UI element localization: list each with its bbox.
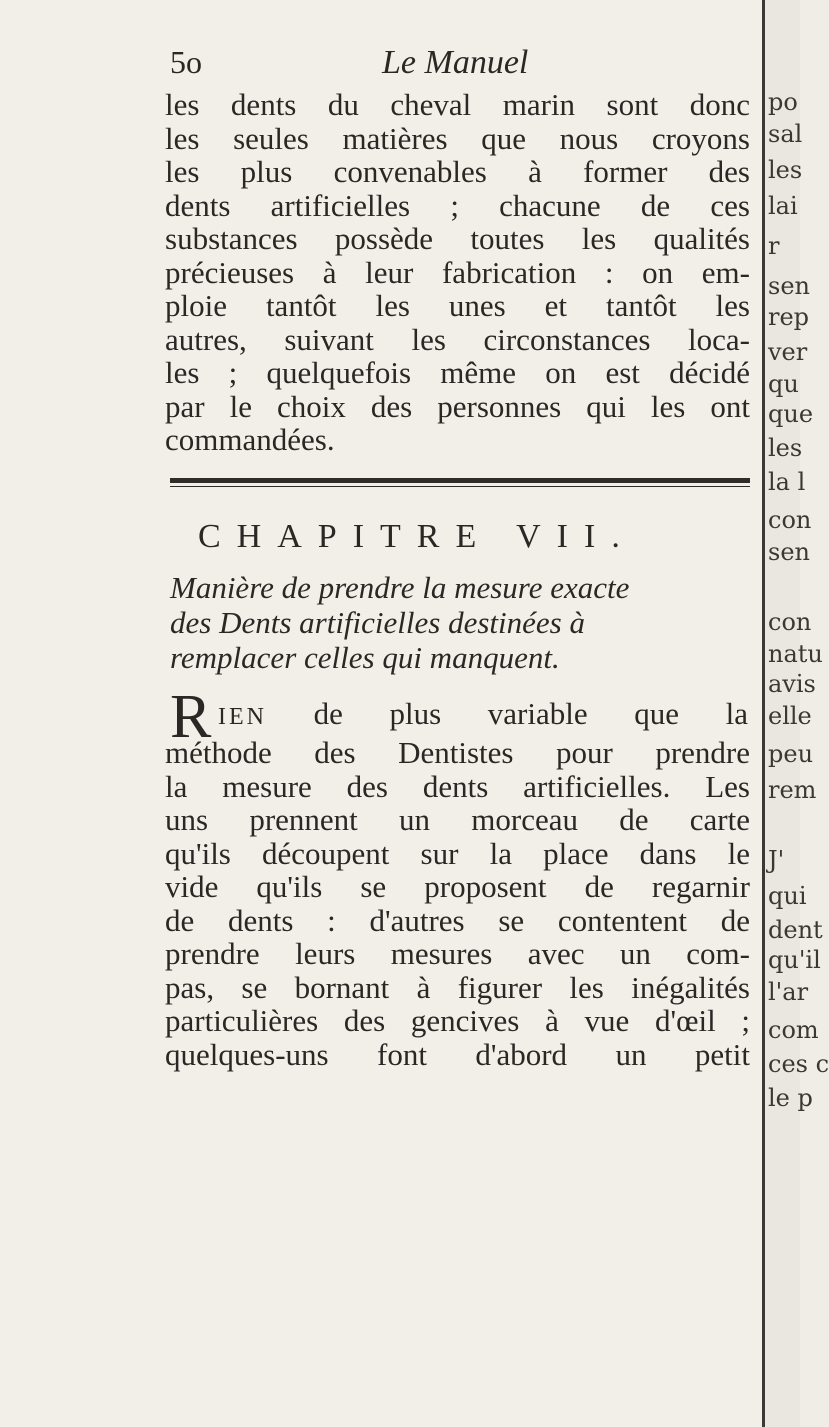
text-line: qu'ils découpent sur la place dans le	[165, 835, 750, 871]
facing-fragment: qu	[768, 370, 799, 398]
facing-fragment: r	[768, 232, 780, 260]
facing-fragment: sen	[768, 538, 810, 566]
facing-fragment: les	[768, 434, 803, 462]
facing-fragment: elle	[768, 702, 812, 730]
chapter-rule-thin	[170, 486, 750, 487]
text-line: particulières des gencives à vue d'œil ;	[165, 1003, 750, 1038]
small-caps-word: IEN	[218, 704, 267, 730]
chapter-rule-thick	[170, 478, 750, 483]
facing-fragment: po	[768, 88, 798, 116]
facing-fragment: sal	[768, 120, 803, 148]
text-line: dents artificielles ; chacune de ces	[165, 187, 750, 223]
subtitle-line: Manière de prendre la mesure exacte	[170, 570, 630, 605]
facing-fragment: natu	[768, 640, 823, 668]
paragraph-body	[165, 736, 750, 1071]
text-line: méthode des Dentistes pour prendre	[165, 735, 750, 770]
text-line: vide qu'ils se proposent de regarnir	[165, 869, 750, 904]
facing-fragment: rep	[768, 303, 810, 331]
running-title: Le Manuel	[382, 44, 529, 81]
facing-fragment: ver	[768, 338, 808, 366]
first-line-rest: de plus variable que la	[313, 696, 748, 731]
facing-fragment: J'	[768, 846, 785, 874]
text-line: quelques-uns font d'abord un petit	[165, 1036, 750, 1072]
facing-page-edge	[765, 0, 829, 1427]
text-line: pas, se bornant à figurer les inégalités	[165, 969, 750, 1005]
facing-fragment: qu'il	[768, 946, 821, 974]
text-line: de dents : d'autres se contentent de	[165, 902, 750, 938]
facing-fragment: rem	[768, 776, 817, 804]
facing-fragment: l'ar	[768, 978, 809, 1006]
facing-fragment: le p	[768, 1084, 813, 1112]
text-line: autres, suivant les circonstances loca-	[165, 321, 750, 357]
facing-fragment: sen	[768, 272, 810, 300]
text-line: précieuses à leur fabrication : on em-	[165, 254, 750, 290]
facing-fragment: con	[768, 608, 812, 636]
text-line: les plus convenables à former des	[165, 154, 750, 189]
facing-fragment: con	[768, 506, 812, 534]
text-line: la mesure des dents artificielles. Les	[165, 768, 750, 804]
running-head	[170, 44, 730, 84]
text-line: substances possède toutes les qualités	[165, 221, 750, 256]
subtitle-line: remplacer celles qui manquent.	[170, 640, 560, 675]
text-line: ploie tantôt les unes et tantôt les	[165, 288, 750, 323]
text-line: les dents du cheval marin sont donc	[165, 87, 750, 122]
subtitle-line: des Dents artificielles destinées à	[170, 605, 585, 640]
text-line: uns prennent un morceau de carte	[165, 802, 750, 837]
chapter-subtitle	[170, 570, 750, 675]
facing-fragment: qui	[768, 882, 807, 910]
facing-fragment: dent	[768, 916, 823, 944]
facing-fragment: lai	[768, 192, 798, 220]
facing-fragment: les	[768, 156, 803, 184]
text-line: prendre leurs mesures avec un com-	[165, 936, 750, 971]
facing-fragment: peu	[768, 740, 814, 768]
facing-fragment: ces c	[768, 1050, 829, 1078]
text-line: par le choix des personnes qui les ont	[165, 388, 750, 424]
facing-fragment: que	[768, 400, 814, 428]
text-line: les seules matières que nous croyons	[165, 120, 750, 156]
first-line	[218, 696, 748, 732]
facing-fragment: la l	[768, 468, 806, 496]
chapter-heading: CHAPITRE VII.	[198, 518, 636, 555]
drop-cap: R	[170, 683, 212, 751]
text-line: les ; quelquefois même on est décidé	[165, 355, 750, 390]
text-line: commandées.	[165, 422, 335, 457]
facing-fragment: com	[768, 1016, 819, 1044]
facing-fragment: avis	[768, 670, 816, 698]
page-number: 5o	[170, 44, 202, 80]
paragraph-continuation	[165, 88, 750, 457]
